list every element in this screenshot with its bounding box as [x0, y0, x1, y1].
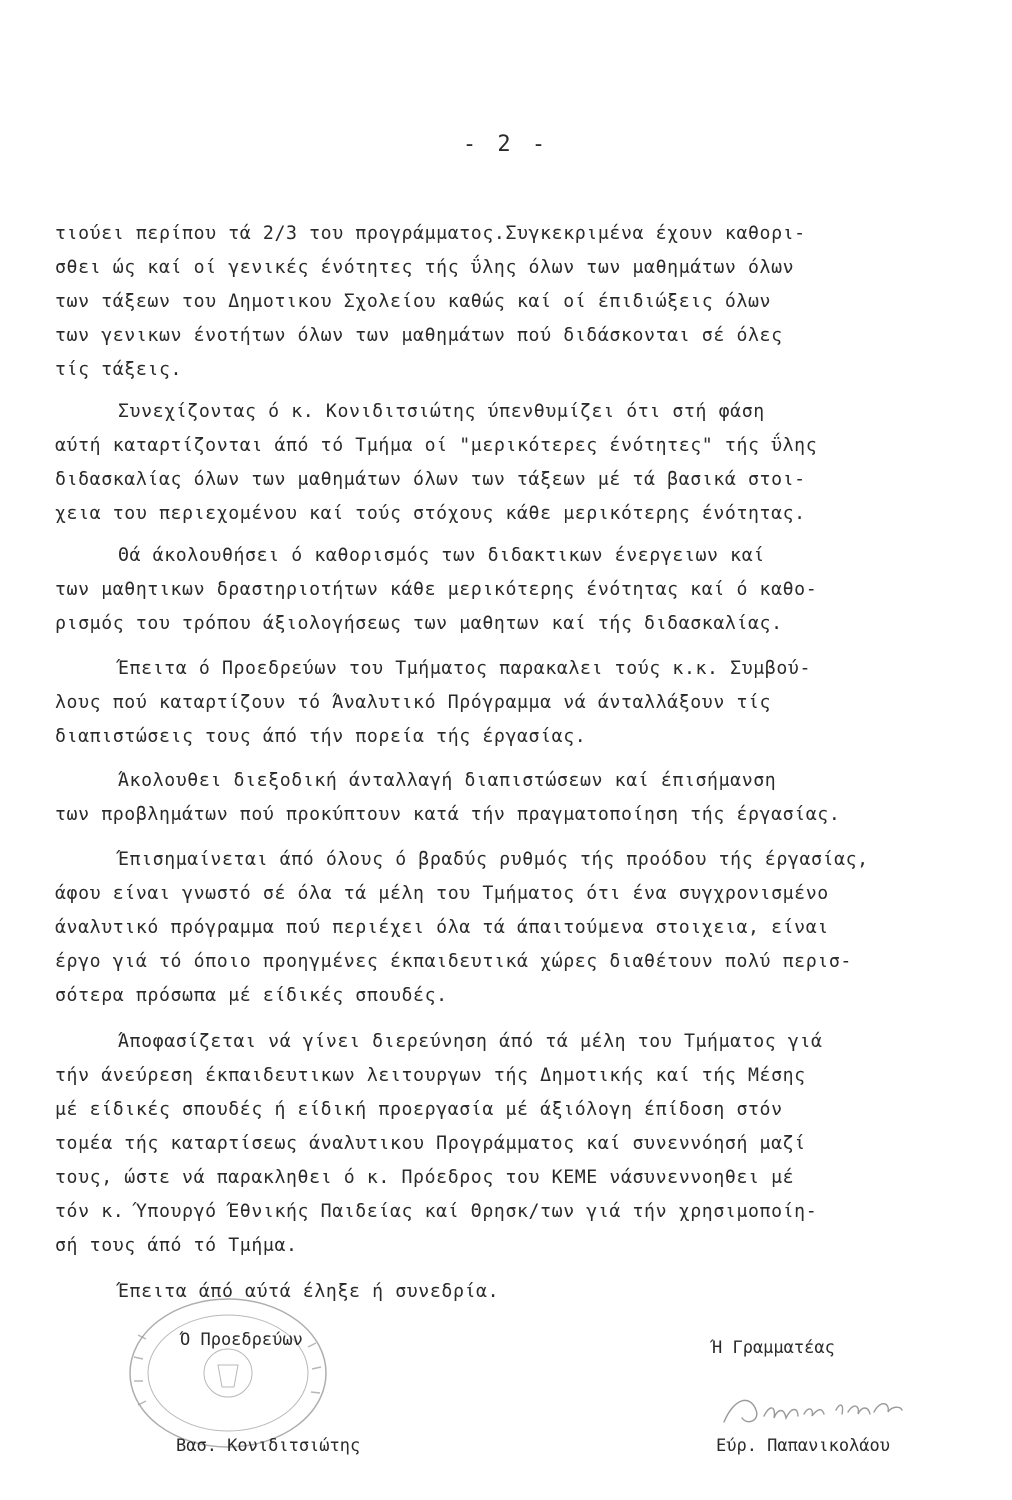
text-line: Έπειτα ό Προεδρεύων του Τμήματος παρακαλει τούς κ.κ. Συμβού- [118, 658, 811, 679]
chairman-title: Ό Προεδρεύων [180, 1330, 303, 1350]
chairman-name: Βασ. Κονιδιτσιώτης [176, 1436, 361, 1456]
text-line: διδασκαλίας όλων των μαθημάτων όλων των τάξεων μέ τά βασικά στοι- [55, 469, 806, 490]
text-line: Θά άκολουθήσει ό καθορισμός των διδακτικων ένεργειων καί [118, 545, 765, 566]
secretary-title: Ή Γραμματέας [712, 1338, 835, 1358]
text-line: τομέα τής καταρτίσεως άναλυτικου Προγράμματος καί συνεννόησή μαζί [55, 1133, 806, 1154]
text-line: σότερα πρόσωπα μέ είδικές σπουδές. [55, 985, 448, 1006]
text-line: διαπιστώσεις τους άπό τήν πορεία τής έργασίας. [55, 726, 587, 747]
text-line: των τάξεων του Δημοτικου Σχολείου καθώς καί οί έπιδιώξεις όλων [55, 291, 772, 312]
text-line: τους, ώστε νά παρακληθει ό κ. Πρόεδρος του ΚΕΜΕ νάσυνεννοηθει μέ [55, 1167, 795, 1188]
text-line: τιούει περίπου τά 2/3 του προγράμματος.Συγκεκριμένα έχουν καθορι- [55, 223, 806, 244]
text-line: άναλυτικό πρόγραμμα πού περιέχει όλα τά άπαιτούμενα στοιχεια, είναι [55, 917, 829, 938]
text-line: των γενικων ένοτήτων όλων των μαθημάτων πού διδάσκονται σέ όλες [55, 325, 783, 346]
text-line: των μαθητικων δραστηριοτήτων κάθε μερικότερης ένότητας καί ό καθο- [55, 579, 818, 600]
text-line: σή τους άπό τό Τμήμα. [55, 1235, 298, 1256]
text-line: σθει ώς καί οί γενικές ένότητες τής ΰλης όλων των μαθημάτων όλων [55, 257, 795, 278]
text-line: λους πού καταρτίζουν τό Άναλυτικό Πρόγραμμα νά άνταλλάξουν τίς [55, 692, 772, 713]
text-line: έργο γιά τό όποιο προηγμένες έκπαιδευτικά χώρες διαθέτουν πολύ περισ- [55, 951, 852, 972]
text-line: τόν κ. Ύπουργό Έθνικής Παιδείας καί Θρησκ/των γιά τήν χρησιμοποίη- [55, 1201, 818, 1222]
secretary-name: Εύρ. Παπανικολάου [716, 1436, 890, 1456]
text-line: αύτή καταρτίζονται άπό τό Τμήμα οί "μερικότερες ένότητες" τής ΰλης [55, 435, 818, 456]
text-line: Άποφασίζεται νά γίνει διερεύνηση άπό τά μέλη του Τμήματος γιά [118, 1031, 823, 1052]
text-line: Συνεχίζοντας ό κ. Κονιδιτσιώτης ύπενθυμίζει ότι στή φάση [118, 401, 765, 422]
text-line: των προβλημάτων πού προκύπτουν κατά τήν πραγματοποίηση τής έργασίας. [55, 804, 841, 825]
page-number: - 2 - [462, 132, 550, 157]
text-line: χεια του περιεχομένου καί τούς στόχους κάθε μερικότερης ένότητας. [55, 503, 806, 524]
text-line: ρισμός του τρόπου άξιολογήσεως των μαθητων καί τής διδασκαλίας. [55, 613, 783, 634]
text-line: τίς τάξεις. [55, 359, 183, 380]
text-line: Έπειτα άπό αύτά έληξε ή συνεδρία. [118, 1281, 500, 1302]
handwritten-signature [712, 1380, 912, 1440]
text-line: τήν άνεύρεση έκπαιδευτικων λειτουργων τής Δημοτικής καί τής Μέσης [55, 1065, 806, 1086]
text-line: Άκολουθει διεξοδική άνταλλαγή διαπιστώσεων καί έπισήμανση [118, 770, 777, 791]
text-line: μέ είδικές σπουδές ή είδική προεργασία μέ άξιόλογη έπίδοση στόν [55, 1099, 783, 1120]
text-line: άφου είναι γνωστό σέ όλα τά μέλη του Τμήματος ότι ένα συγχρονισμένο [55, 883, 829, 904]
official-seal-stamp [118, 1295, 338, 1455]
text-line: Έπισημαίνεται άπό όλους ό βραδύς ρυθμός τής προόδου τής έργασίας, [118, 849, 869, 870]
